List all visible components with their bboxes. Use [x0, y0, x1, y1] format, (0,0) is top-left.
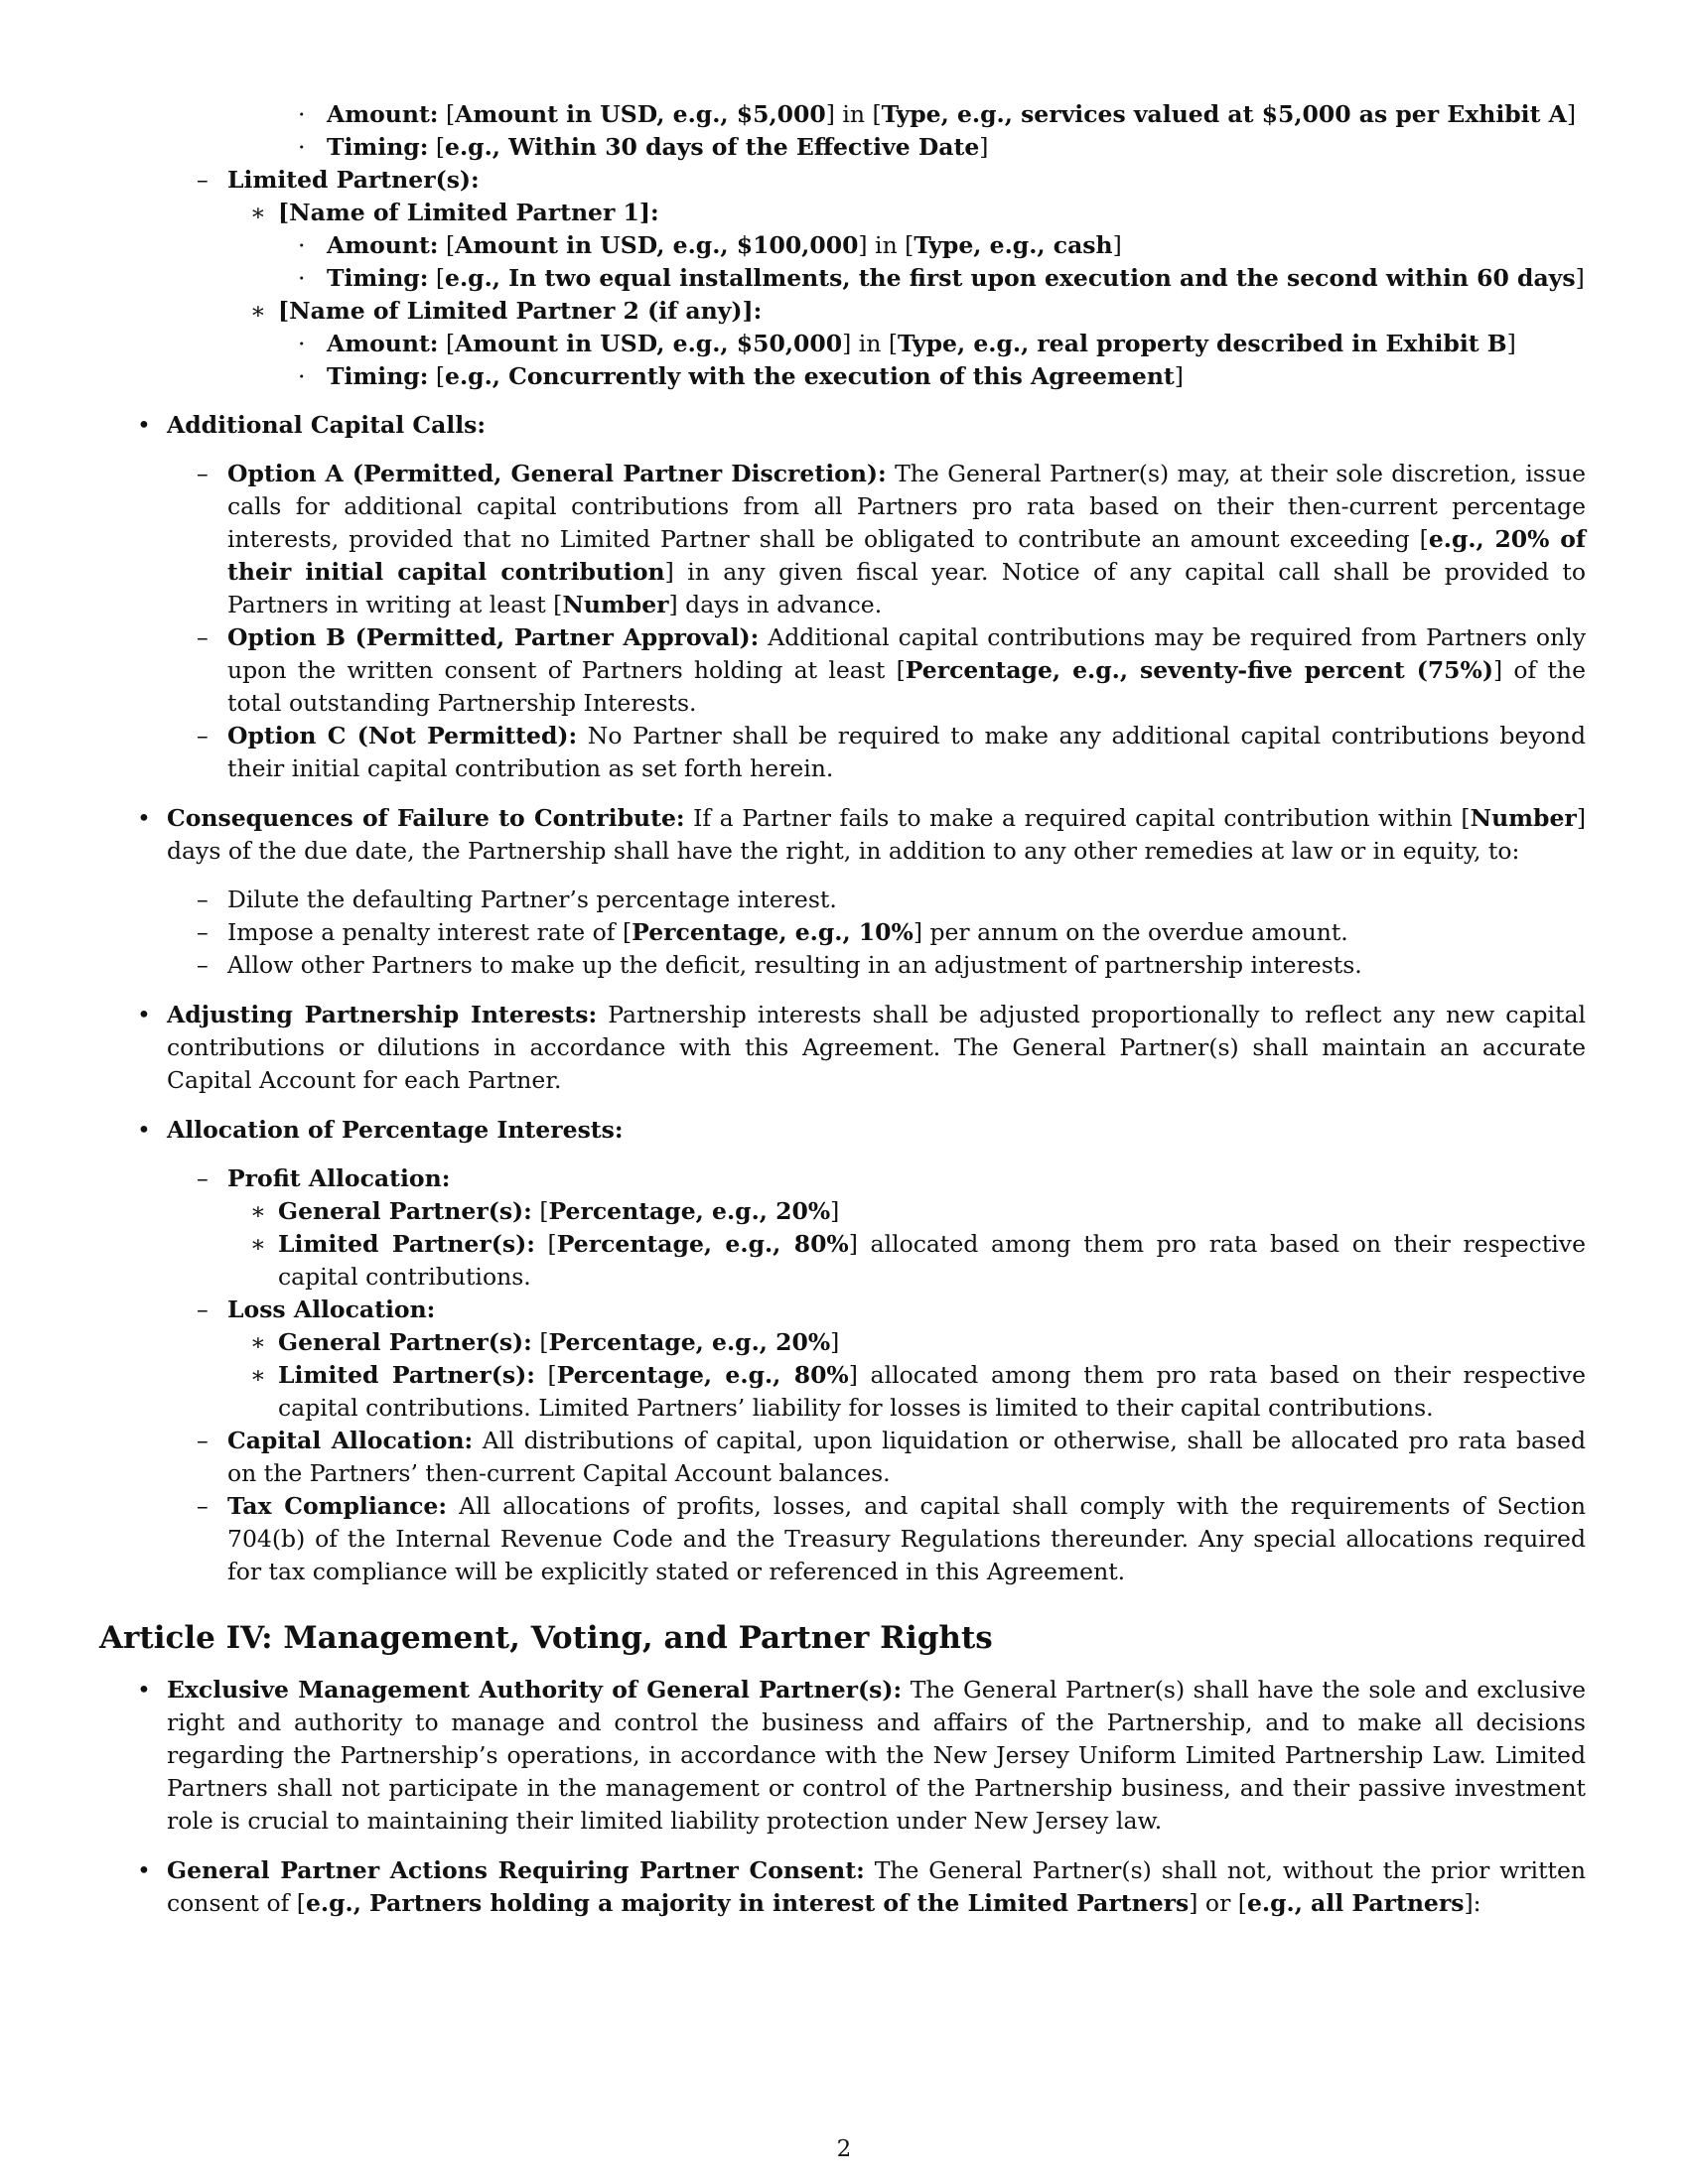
lp2-name: ∗ [Name of Limited Partner 2 (if any)]:	[99, 295, 1586, 328]
profit-lp-item: ∗ Limited Partner(s): [Percentage, e.g., 80%] allocated among them pro rata based on their respective capital contributions.	[250, 1230, 1586, 1291]
lp1-name: ∗ [Name of Limited Partner 1]:	[99, 197, 1586, 229]
asterisk-bullet: ∗	[250, 297, 266, 325]
asterisk-bullet: ∗	[250, 1197, 266, 1225]
page-number: 2	[836, 2136, 852, 2162]
dash-bullet: –	[197, 1427, 209, 1454]
capital-allocation-item: – Capital Allocation: All distributions of capital, upon liquidation or otherwise, shall be allocated pro rata based on the Partners’ then-current Capital Account balances.	[197, 1427, 1587, 1487]
option-b-item: – Option B (Permitted, Partner Approval): Additional capital contributions may be required from Partners only upon the written consent of Partners holding at least [Percentage, e.g., seventy-five percent (75%)] of the total outstanding Partnership Interests.	[197, 623, 1586, 717]
lp1-amount-item: · Amount: [Amount in USD, e.g., $100,000] in [Type, e.g., cash]	[99, 229, 1586, 262]
dash-bullet: –	[197, 166, 209, 194]
dash-bullet: –	[197, 722, 209, 750]
dot-bullet: ·	[298, 231, 306, 259]
dot-bullet: ·	[298, 330, 306, 357]
dash-bullet: –	[197, 918, 209, 946]
asterisk-bullet: ∗	[250, 1230, 266, 1258]
dash-bullet: –	[197, 1164, 209, 1192]
asterisk-bullet: ∗	[250, 1328, 266, 1356]
round-bullet: •	[137, 1116, 151, 1144]
document-page	[99, 98, 1586, 1920]
round-bullet: •	[137, 411, 151, 439]
remedy-penalty: – Impose a penalty interest rate of [Percentage, e.g., 10%] per annum on the overdue amount.	[99, 916, 1586, 949]
limited-partners-heading: – Limited Partner(s):	[99, 164, 1586, 197]
asterisk-bullet: ∗	[250, 1361, 266, 1389]
dot-bullet: ·	[298, 362, 306, 390]
dash-bullet: –	[197, 951, 209, 979]
dot-bullet: ·	[298, 100, 306, 128]
option-c-item: – Option C (Not Permitted): No Partner shall be required to make any additional capital contributions beyond their initial capital contribution as set forth herein.	[197, 722, 1586, 782]
tax-compliance-item: – Tax Compliance: All allocations of profits, losses, and capital shall comply with the requirements of Section 704(b) of the Internal Revenue Code and the Treasury Regulations thereunder. Any special allocations required for tax compliance will be explicitly stated or referenced in this Agreement.	[197, 1492, 1586, 1585]
profit-allocation-heading: – Profit Allocation:	[99, 1162, 1586, 1195]
remedy-dilute: – Dilute the defaulting Partner’s percentage interest.	[99, 884, 1586, 916]
dash-bullet: –	[197, 1492, 209, 1520]
option-a-item: – Option A (Permitted, General Partner Discretion): The General Partner(s) may, at their sole discretion, issue calls for additional capital contributions from all Partners pro rata based on their then-current percentage interests, provided that no Limited Partner shall be obligated to contribute an amount exceeding [e.g., 20% of their initial capital contribution] in any given fiscal year. Notice of any capital call shall be provided to Partners in writing at least [Number] days in advance.	[197, 460, 1586, 618]
gp-timing-item: · Timing: [e.g., Within 30 days of the Effective Date]	[99, 131, 1586, 164]
loss-gp-item: ∗ General Partner(s): [Percentage, e.g., 20%]	[99, 1326, 1586, 1359]
failure-to-contribute-item: • Consequences of Failure to Contribute: If a Partner fails to make a required capital contribution within [Number] days of the due date, the Partnership shall have the right, in addition to any other remedies at law or in equity, to:	[137, 804, 1586, 865]
dash-bullet: –	[197, 886, 209, 913]
dash-bullet: –	[197, 1296, 209, 1323]
round-bullet: •	[137, 1001, 151, 1028]
lp2-amount-item: · Amount: [Amount in USD, e.g., $50,000] in [Type, e.g., real property described in Exhibit B]	[99, 328, 1586, 360]
lp2-timing-item: · Timing: [e.g., Concurrently with the execution of this Agreement]	[99, 360, 1586, 393]
loss-allocation-heading: – Loss Allocation:	[99, 1294, 1586, 1326]
additional-capital-calls-heading: • Additional Capital Calls:	[99, 409, 1586, 442]
partner-consent-item: • General Partner Actions Requiring Partner Consent: The General Partner(s) shall not, without the prior written consent of [e.g., Partners holding a majority in interest of the Limited Partners] or [e.g., all Partners]:	[137, 1856, 1586, 1917]
lp1-timing-item: · Timing: [e.g., In two equal installments, the first upon execution and the second within 60 days]	[99, 262, 1586, 295]
round-bullet: •	[137, 1856, 151, 1884]
round-bullet: •	[137, 1676, 151, 1704]
round-bullet: •	[137, 804, 151, 832]
loss-lp-item: ∗ Limited Partner(s): [Percentage, e.g., 80%] allocated among them pro rata based on their respective capital contributions. Limited Partners’ liability for losses is limited to their capital contributions.	[250, 1361, 1586, 1422]
gp-amount-item: · Amount: [Amount in USD, e.g., $5,000] in [Type, e.g., services valued at $5,000 as per Exhibit A]	[99, 98, 1586, 131]
dot-bullet: ·	[298, 133, 306, 161]
article-iv-title: Article IV: Management, Voting, and Partner Rights	[99, 1620, 993, 1656]
adjusting-interests-item: • Adjusting Partnership Interests: Partnership interests shall be adjusted proportionally to reflect any new capital contributions or dilutions in accordance with this Agreement. The General Partner(s) shall maintain an accurate Capital Account for each Partner.	[137, 1001, 1587, 1094]
remedy-deficit: – Allow other Partners to make up the deficit, resulting in an adjustment of partnership interests.	[99, 949, 1586, 982]
asterisk-bullet: ∗	[250, 199, 266, 226]
dash-bullet: –	[197, 460, 209, 487]
dash-bullet: –	[197, 623, 209, 651]
allocation-heading: • Allocation of Percentage Interests:	[99, 1114, 1586, 1147]
dot-bullet: ·	[298, 264, 306, 292]
exclusive-management-item: • Exclusive Management Authority of General Partner(s): The General Partner(s) shall have the sole and exclusive right and authority to manage and control the business and affairs of the Partnership, and to make all decisions regarding the Partnership’s operations, in accordance with the New Jersey Uniform Limited Partnership Law. Limited Partners shall not participate in the management or control of the Partnership business, and their passive investment role is crucial to maintaining their limited liability protection under New Jersey law.	[137, 1676, 1586, 1835]
profit-gp-item: ∗ General Partner(s): [Percentage, e.g., 20%]	[99, 1195, 1586, 1228]
